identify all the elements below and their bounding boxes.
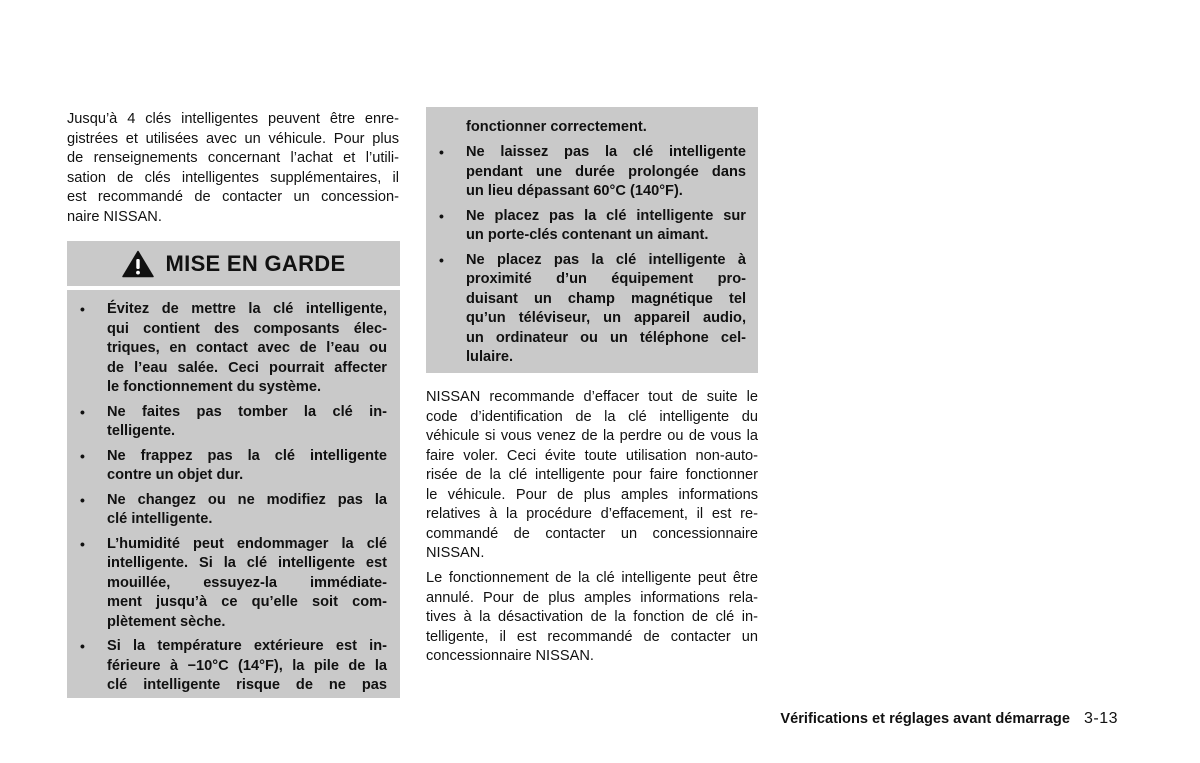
text-line: de l’eau salée. Ceci pourrait affecter xyxy=(107,359,387,376)
text-line: tives à la désactivation de la fonction de clé in- xyxy=(426,609,758,625)
caution-title: MISE EN GARDE xyxy=(165,250,346,276)
bullet-icon: • xyxy=(439,144,444,160)
text-line: telligente, il est recommandé de contacter un xyxy=(426,628,758,645)
text-line: de renseignements concernant l’achat et l’utili- xyxy=(67,150,399,166)
caution-item xyxy=(426,143,746,202)
caution-box xyxy=(67,241,400,698)
page-footer xyxy=(700,710,1118,728)
text-line: NISSAN recommande d’effacer tout de suite le xyxy=(426,389,758,405)
text-line: Ne frappez pas la clé intelligente xyxy=(107,447,387,464)
text-line: commandé de contacter un concessionnaire xyxy=(426,525,758,542)
caution-item xyxy=(426,207,746,246)
text-line: qu’un téléviseur, un appareil audio, xyxy=(466,310,746,326)
caution-item xyxy=(67,300,387,398)
text-line: véhicule si vous venez de la perdre ou de vous la xyxy=(426,428,758,444)
text-line: clé intelligente. xyxy=(107,511,213,527)
text-line: code d’identification de la clé intelligente du xyxy=(426,408,758,425)
text-line: un lieu dépassant 60°C (140°F). xyxy=(466,183,683,199)
text-line: NISSAN. xyxy=(426,545,485,561)
text-line: intelligente. Si la clé intelligente est xyxy=(107,555,387,571)
text-line: triques, en contact avec de l’eau ou xyxy=(107,340,387,356)
text-line: ment jusqu’à ce qu’elle soit com- xyxy=(107,594,387,610)
warning-triangle-icon xyxy=(122,250,154,278)
caution-item xyxy=(426,251,746,368)
erase-paragraph xyxy=(426,388,758,564)
text-line: mouillée, essuyez-la immédiate- xyxy=(107,574,387,591)
caution-list xyxy=(67,300,387,701)
text-line: Ne placez pas la clé intelligente sur xyxy=(466,207,746,224)
bullet-icon: • xyxy=(439,207,444,224)
text-line: le fonctionnement du système. xyxy=(107,379,322,395)
bullet-icon: • xyxy=(80,403,85,420)
caution-box-continued xyxy=(426,107,758,373)
caution-item xyxy=(67,535,387,633)
text-line: est recommandé de contacter un concession- xyxy=(67,189,399,205)
bullet-icon: • xyxy=(80,535,85,552)
text-line: gistrées et utilisées avec un véhicule. Pour plus xyxy=(67,130,399,147)
text-line: Jusqu’à 4 clés intelligentes peuvent être enre- xyxy=(67,111,399,127)
text-line: Si la température extérieure est in- xyxy=(107,638,387,654)
text-line: concessionnaire NISSAN. xyxy=(426,648,594,664)
text-line: clé intelligente risque de ne pas xyxy=(107,677,387,693)
text-line: qui contient des composants élec- xyxy=(107,320,387,337)
section-title: Vérifications et réglages avant démarrage xyxy=(780,711,1070,727)
text-line: Le fonctionnement de la clé intelligente peut être xyxy=(426,570,758,586)
caution-item xyxy=(67,637,387,696)
text-line: duisant un champ magnétique tel xyxy=(466,290,746,307)
caution-list xyxy=(426,143,746,373)
text-line: Ne changez ou ne modifiez pas la xyxy=(107,491,387,508)
bullet-icon: • xyxy=(80,301,85,317)
text-line: proximité d’un équipement pro- xyxy=(466,271,746,287)
text-line: Ne faites pas tomber la clé in- xyxy=(107,403,387,420)
cancel-paragraph xyxy=(426,569,758,667)
caution-header xyxy=(67,241,400,290)
text-line: un ordinateur ou un téléphone cel- xyxy=(466,329,746,346)
text-line: relatives à la procédure d’effacement, il est re- xyxy=(426,506,758,522)
caution-item xyxy=(67,491,387,530)
text-line: Ne placez pas la clé intelligente à xyxy=(466,251,746,268)
text-line: risée de la clé intelligente pour faire fonctionner xyxy=(426,467,758,483)
text-line: Ne laissez pas la clé intelligente xyxy=(466,144,746,160)
text-line: plètement sèche. xyxy=(107,613,226,630)
caution-continuation-text: fonctionner correctement. xyxy=(466,119,647,135)
page-number: 3-13 xyxy=(1083,710,1118,727)
bullet-icon: • xyxy=(439,251,444,268)
text-line: pendant une durée prolongée dans xyxy=(466,163,746,180)
intro-paragraph xyxy=(67,110,399,227)
text-line: naire NISSAN. xyxy=(67,208,162,225)
text-line: Évitez de mettre la clé intelligente, xyxy=(107,301,387,317)
caution-item xyxy=(67,403,387,442)
text-line: le véhicule. Pour de plus amples informations xyxy=(426,486,758,503)
caution-item xyxy=(67,447,387,486)
text-line: lulaire. xyxy=(466,349,514,365)
text-line: faire voler. Ceci évite toute utilisation non-auto- xyxy=(426,447,758,464)
text-line: férieure à −10°C (14°F), la pile de la xyxy=(107,657,387,674)
text-line: telligente. xyxy=(107,423,176,439)
text-line: annulé. Pour de plus amples informations rela- xyxy=(426,589,758,606)
bullet-icon: • xyxy=(80,447,85,464)
text-line: un porte-clés contenant un aimant. xyxy=(466,227,709,243)
text-line: contre un objet dur. xyxy=(107,467,244,483)
text-line: L’humidité peut endommager la clé xyxy=(107,535,387,552)
bullet-icon: • xyxy=(80,491,85,508)
bullet-icon: • xyxy=(80,638,85,654)
text-line: sation de clés intelligentes supplémentaires, il xyxy=(67,169,399,186)
